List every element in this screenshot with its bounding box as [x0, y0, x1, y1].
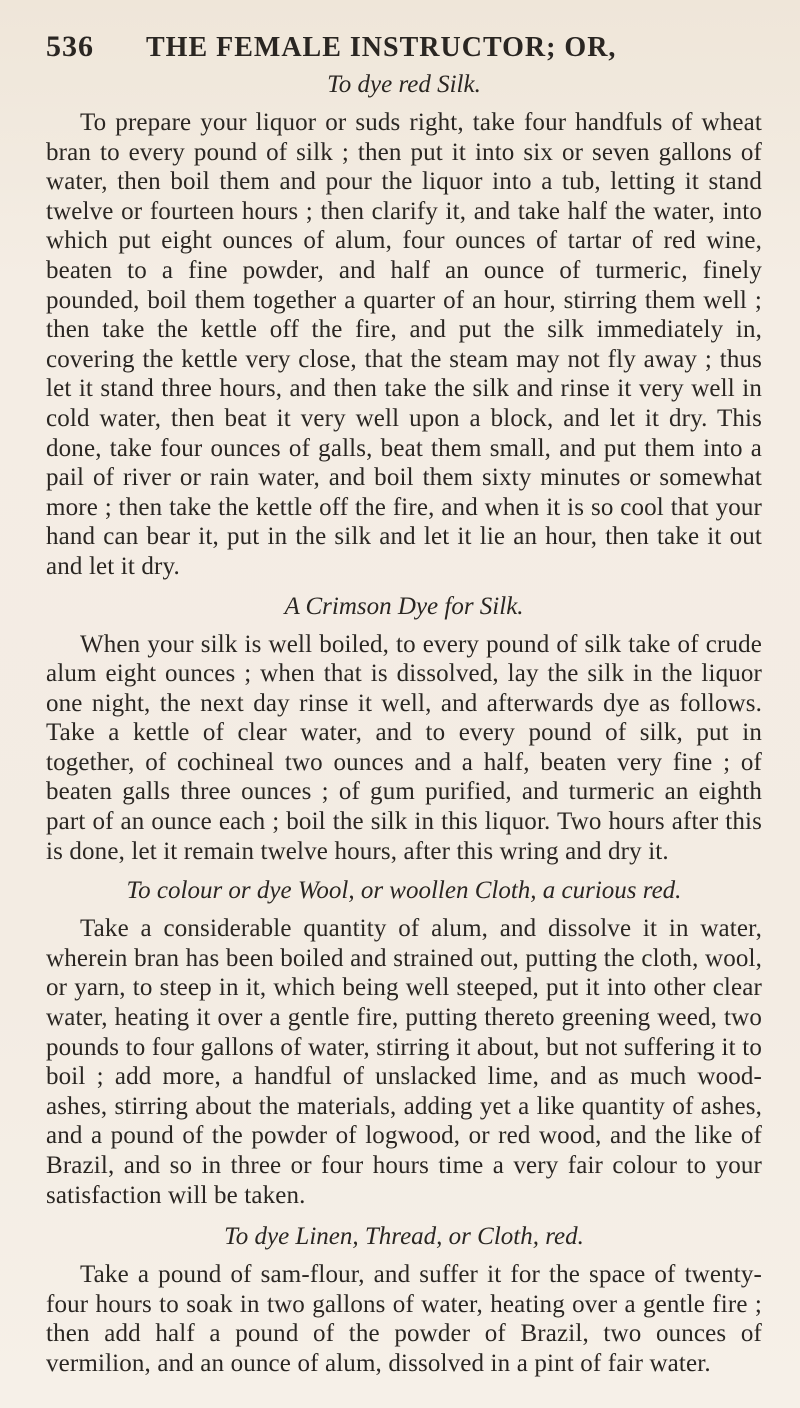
- section-body: When your silk is well boiled, to every pound of silk take of crude alum eight ounces ; when that is dissolved, lay the silk in the liquor one night, the next day rinse it well, and afterwards dye as follows. Take a kettle of clear water, and to every pound of silk, put in together, of cochineal two ounces and a half, beaten very fine ; of beaten galls three ounces ; of gum purified, and turmeric an eighth part of an ounce each ; boil the silk in this liquor. Two hours after this is done, let it remain twelve hours, after this wring and dry it.: [46, 630, 762, 865]
- running-head: [46, 30, 762, 64]
- section-title: To colour or dye Wool, or woollen Cloth, a curious red.: [126, 877, 682, 905]
- section-wool-red: [46, 876, 762, 1210]
- section-title: A Crimson Dye for Silk.: [284, 592, 524, 620]
- section-body: Take a pound of sam-flour, and suffer it for the space of twenty-four hours to soak in two gallons of water, heating over a gentle fire ; then add half a pound of the powder of Brazil, two ounces of vermilion, and an ounce of alum, dissolved in a pint of fair water.: [46, 1261, 762, 1377]
- section-title: To dye red Silk.: [327, 71, 481, 98]
- page-number: 536: [46, 30, 94, 63]
- section-title: To dye Linen, Thread, or Cloth, red.: [224, 1223, 584, 1251]
- section-red-silk: [46, 70, 762, 582]
- section-body: To prepare your liquor or suds right, take four handfuls of wheat bran to every pound of silk ; then put it into six or seven gallons of water, then boil them and pour the liquor into a tub, letting it stand twelve or fourteen hours ; then clarify it, and take half the water, into which put eight ounces of alum, four ounces of tartar of red wine, beaten to a fine powder, and half an ounce of turmeric, finely pounded, boil them together a quarter of an hour, stirring them well ; then take the kettle off the fire, and put the silk immediately in, covering the kettle very close, that the steam may not fly away ; thus let it stand three hours, and then take the silk and rinse it very well in cold water, then beat it very well upon a block, and let it dry. This done, take four ounces of galls, beat them small, and put them into a pail of river or rain water, and boil them sixty minutes or somewhat more ; then take the kettle off the fire, and when it is so cool that your hand can bear it, put in the silk and let it lie an hour, then take it out and let it dry.: [46, 109, 762, 580]
- running-title: THE FEMALE INSTRUCTOR; OR,: [146, 32, 617, 63]
- section-crimson-dye: [46, 592, 762, 867]
- section-body: Take a considerable quantity of alum, and dissolve it in water, wherein bran has been boiled and strained out, putting the cloth, wool, or yarn, to steep in it, which being well steeped, put it into other clear water, heating it over a gentle fire, putting thereto greening weed, two pounds to four gallons of water, stirring it about, but not suffering it to boil ; add more, a handful of unslacked lime, and as much wood-ashes, stirring about the materials, adding yet a like quantity of ashes, and a pound of the powder of logwood, or red wood, and the like of Brazil, and so in three or four hours time a very fair colour to your satisfaction will be taken.: [46, 915, 762, 1209]
- section-linen-red: [46, 1222, 762, 1378]
